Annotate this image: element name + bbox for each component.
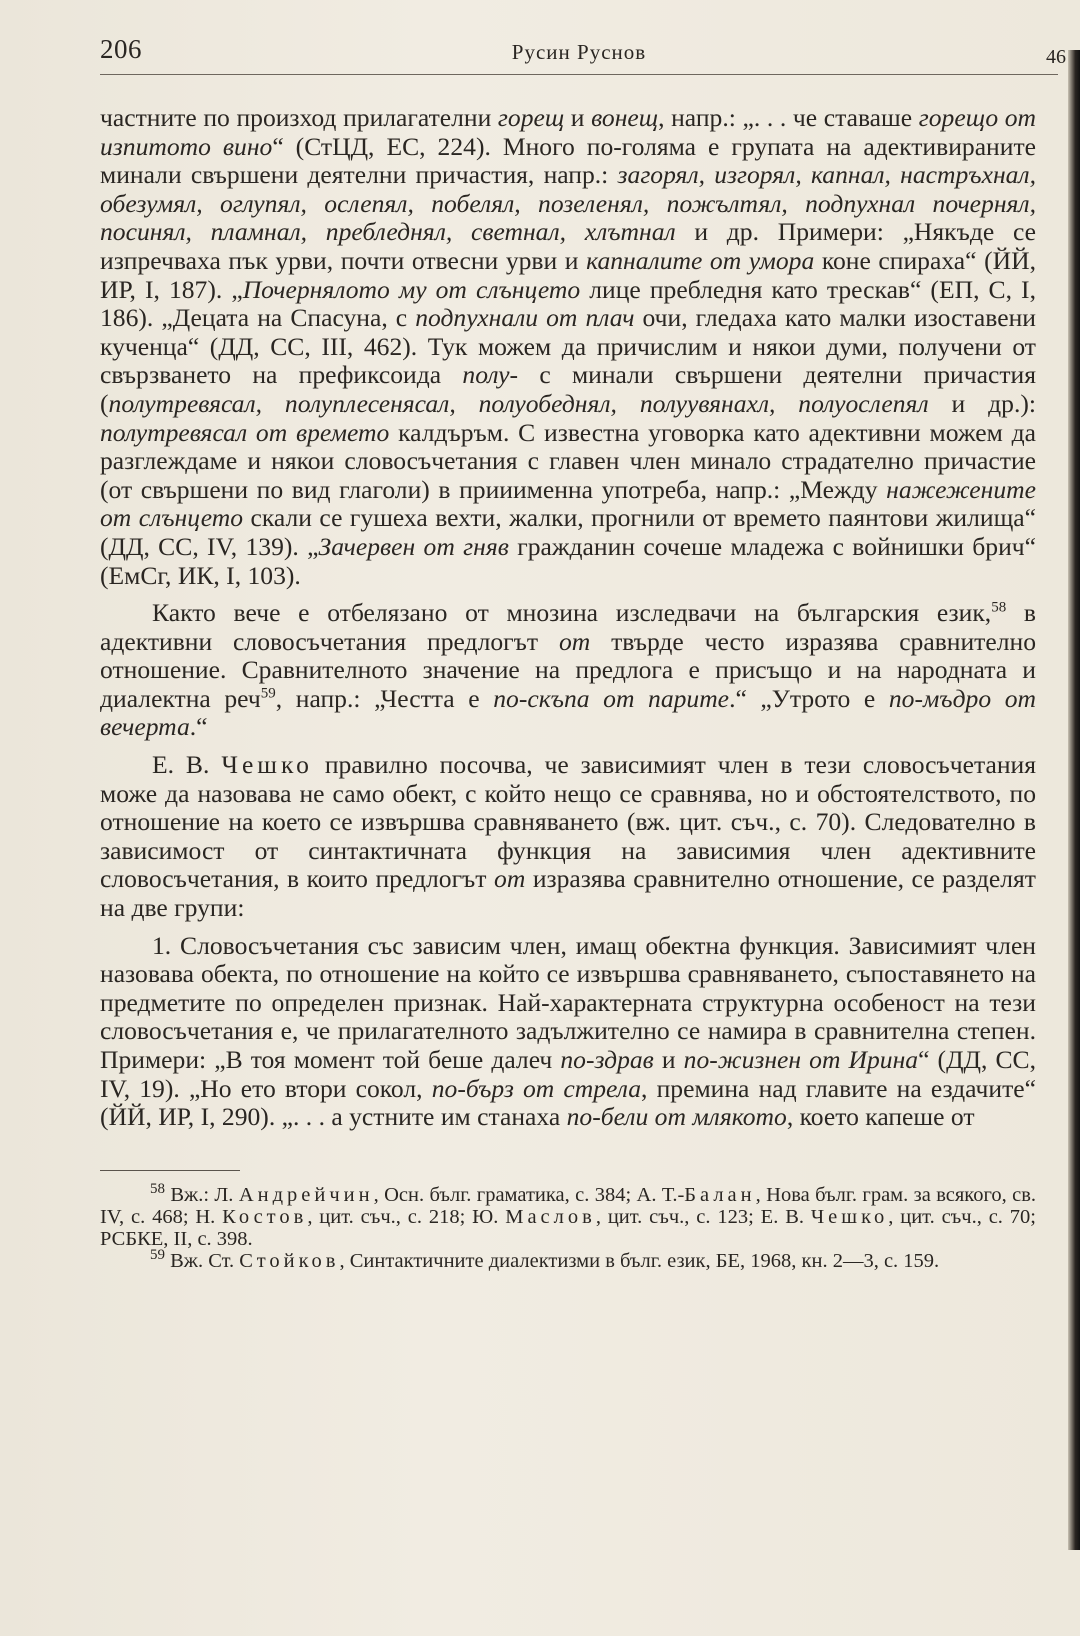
paragraph-4: 1. Словосъчетания със зависим член, имащ обектна функция. Зависимият член назовава обекта, по отношение на който се извършва сравняването, съпоставянето на предметите по определен признак. Най-характерната структурна особеност на тези словосъчетания е, че прилагателното задължително се намира в сравнителна степен. Примери: „В тоя момент той беше далеч по-здрав и по-жизнен от Ирина“ (ДД, СС, IV, 19). „Но ето втори сокол, по-бърз от стрела, премина над главите на ездачите“ (ЙЙ, ИР, I, 290). „. . . а устните им станаха по-бели от млякото, което капеше от [100, 930, 1036, 1132]
footnote-58: $^{58}$ Вж.: Л. Андрейчин, Осн. бълг. граматика, с. 384; А. Т.-Балан, Нова бълг. грам. за всякого, св. IV, с. 468; Н. Костов, цит. съч., с. 218; Ю. Маслов, цит. съч., с. 123; Е. В. Чешко, цит. съч., с. 70; РСБКЕ, II, с. 398. [100, 1181, 1037, 1250]
page-header [100, 34, 1066, 75]
paragraph-2: Както вече е отбелязано от мнозина изследвачи на българския език,$^{58}$ в адективни словосъчетания предлогът от твърде често изразява сравнително отношение. Сравнителното значение на предлога е присъщо и на народната и диалектна реч$^{59}$, напр.: „Честта е по-скъпа от парите.“ „Утрото е по-мъдро от вечерта.“ [100, 598, 1037, 742]
footnote-59: $^{59}$ Вж. Ст. Стойков, Синтактичните диалектизми в бълг. език, БЕ, 1968, кн. 2—3, с. 159. [150, 1247, 940, 1272]
paragraph-1: частните по произход прилагателни горещ и вонещ, напр.: „. . . че ставаше горещо от изпитото вино“ (СтЦД, ЕС, 224). Много по-голяма е групата на адективираните минали свършени деятелни причастия, напр.: загорял, изгорял, капнал, настръхнал, обезумял, оглупял, ослепял, побелял, позеленял, пожълтял, подпухнал почернял, посинял, пламнал, пребледнял, светнал, хлътнал и др. Примери: „Някъде се изпречваха пък урви, почти отвесни урви и капналите от умора коне спираха“ (ЙЙ, ИР, I, 187). „Почернялото му от слънцето лице пребледня като трескав“ (ЕП, С, I, 186). „Децата на Спасуна, с подпухнали от плач очи, гледаха като малки изоставени кученца“ (ДД, СС, III, 462). Тук можем да причислим и някои думи, получени от свързването на префиксоида полу- с минали свършени деятелни причастия (полутревясал, полуплесенясал, полуобеднял, полуувянахл, полуослепял и др.): полутревясал от времето калдъръм. С известна уговорка като адективни можем да разглеждаме и някои словосъчетания с главен член минало страдателно причастие (от свършени по вид глаголи) в прииименна употреба, напр.: „Между нажежените от слънцето скали се гушеха вехти, жалки, прогнили от времето паянтови жилища“ (ДД, СС, IV, 139). „Зачервен от гняв гражданин сочеше младежа с войнишки брич“ (ЕмСг, ИК, I, 103). [100, 103, 1037, 590]
body-text [100, 104, 1036, 1132]
edge-page-number: 46 [1046, 46, 1066, 68]
paragraph-3: Е. В. Чешко правилно посочва, че зависимият член в тези словосъчетания може да назовава не само обект, с който нещо се сравнява, но и обстоятелството, по отношение на което се извършва сравняването (вж. цит. съч., с. 70). Следователно в зависимост от синтактичната функция на зависимия член адективните словосъчетания, в които предлогът от изразява сравнително отношение, се разделят на две групи: [100, 750, 1036, 923]
footnote-rule [100, 1170, 240, 1171]
page-edge-shadow [1068, 50, 1080, 1550]
running-head: Русин Руснов [511, 40, 647, 64]
footnotes [100, 1181, 1037, 1272]
page-number: 206 [100, 34, 142, 64]
